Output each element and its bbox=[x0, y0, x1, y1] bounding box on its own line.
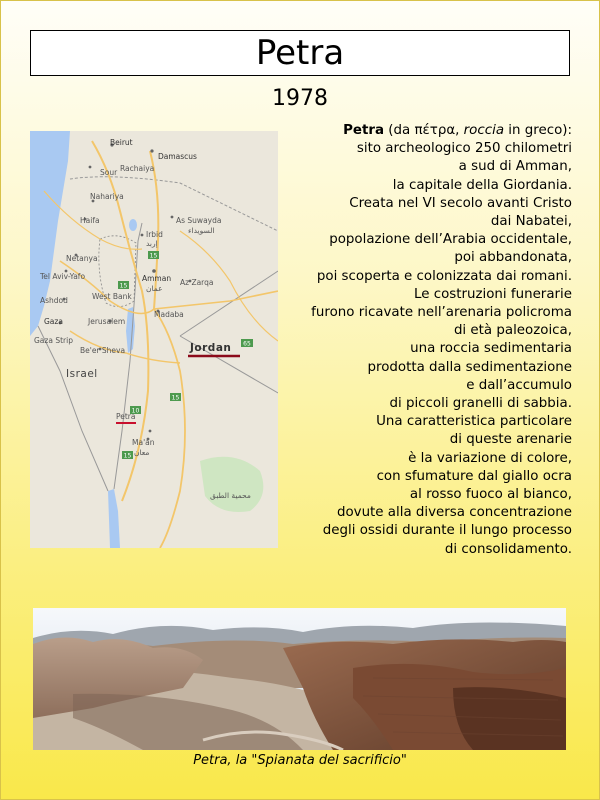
map-label-irbid: Irbid bbox=[146, 230, 163, 239]
description bbox=[282, 122, 572, 559]
description-line: poi scoperta e colonizzata dai romani. bbox=[316, 268, 572, 284]
map-label-nahariya: Nahariya bbox=[90, 192, 124, 201]
route-label-2: 15 bbox=[171, 394, 180, 402]
description-line: di queste arenarie bbox=[449, 432, 572, 448]
description-line: di consolidamento. bbox=[444, 541, 572, 557]
map-label-amman-ar: عمان bbox=[146, 284, 163, 293]
map-label-amman: Amman bbox=[142, 274, 172, 283]
map-label-beirut: Beirut bbox=[110, 138, 133, 147]
description-line: poi abbandonata, bbox=[454, 250, 572, 266]
route-label-5: 15 bbox=[119, 282, 128, 290]
map-label-maan: Ma'an bbox=[132, 438, 155, 447]
description-line: e dall’accumulo bbox=[466, 377, 572, 393]
description-line: di età paleozoica, bbox=[453, 323, 572, 339]
map-label-as-suwayda: As Suwayda bbox=[176, 216, 222, 225]
map-label-ashdod: Ashdod bbox=[40, 296, 68, 305]
description-line: dovute alla diversa concentrazione bbox=[336, 505, 572, 521]
panorama-graphic bbox=[33, 608, 566, 750]
description-line: popolazione dell’Arabia occidentale, bbox=[329, 232, 572, 248]
description-line: con sfumature dal giallo ocra bbox=[376, 468, 572, 484]
description-line: prodotta dalla sedimentazione bbox=[367, 359, 572, 375]
description-line: al rosso fuoco al bianco, bbox=[409, 487, 572, 503]
description-line: è la variazione di colore, bbox=[408, 450, 572, 466]
map-label-damascus: Damascus bbox=[158, 152, 197, 161]
description-line: a sud di Amman, bbox=[458, 159, 572, 175]
description-etymology-after: in greco): bbox=[504, 123, 572, 138]
map-label-netanya: Netanya bbox=[66, 254, 98, 263]
map-label-maan-ar: معان bbox=[134, 448, 150, 457]
description-etymology-before: (da πέτρα, bbox=[384, 123, 464, 138]
route-label-0: 65 bbox=[243, 340, 251, 348]
photo-caption: Petra, la "Spianata del sacrificio" bbox=[193, 753, 407, 768]
description-line: dai Nabatei, bbox=[490, 214, 572, 230]
map-label-rachaiya: Rachaiya bbox=[120, 164, 155, 173]
description-etymology-italic: roccia bbox=[463, 123, 505, 138]
description-line: degli ossidi durante il lungo processo bbox=[322, 523, 572, 539]
map-label-irbid-ar: إربد bbox=[146, 239, 158, 248]
map-label-jordan: Jordan bbox=[190, 342, 232, 354]
location-map bbox=[30, 131, 278, 548]
map-label-gaza: Gaza bbox=[44, 317, 63, 326]
page-title bbox=[30, 30, 570, 76]
map-label-petra: Petra bbox=[116, 412, 136, 421]
map-label-sour: Sour bbox=[100, 168, 118, 177]
map-graphic bbox=[30, 131, 278, 548]
map-label-west-bank: West Bank bbox=[92, 292, 132, 301]
map-label-tel-aviv: Tel Aviv-Yafo bbox=[40, 272, 86, 281]
page-title-text: Petra bbox=[255, 33, 345, 73]
description-line: Una caratteristica particolare bbox=[376, 414, 572, 430]
map-label-jerusalem: Jerusalem bbox=[88, 317, 126, 326]
description-line: Creata nel VI secolo avanti Cristo bbox=[349, 195, 572, 211]
description-line: furono ricavate nell’arenaria policroma bbox=[311, 305, 572, 321]
description-term: Petra bbox=[343, 123, 385, 138]
route-label-4: 15 bbox=[123, 452, 132, 460]
map-label-madaba: Madaba bbox=[154, 310, 184, 319]
map-label-israel: Israel bbox=[66, 368, 98, 380]
map-label-haifa: Haifa bbox=[80, 216, 100, 225]
map-label-as-suwayda-ar: السويداء bbox=[188, 226, 215, 235]
description-line: sito archeologico 250 chilometri bbox=[356, 141, 572, 157]
map-label-az-zarqa: Az Zarqa bbox=[180, 278, 214, 287]
year-label: 1978 bbox=[272, 86, 328, 111]
map-label-reserve-ar: محمية الطبق bbox=[210, 491, 251, 500]
route-label-1: 15 bbox=[149, 252, 158, 260]
map-label-beer-sheva: Be'er Sheva bbox=[80, 346, 126, 355]
description-line: una roccia sedimentaria bbox=[410, 341, 572, 357]
panorama-photo bbox=[33, 608, 566, 750]
description-line: Le costruzioni funerarie bbox=[413, 286, 572, 302]
description-line: di piccoli granelli di sabbia. bbox=[389, 396, 572, 412]
route-label-3: 10 bbox=[131, 407, 140, 415]
description-line-0 bbox=[282, 122, 572, 140]
description-line: la capitale della Giordania. bbox=[392, 177, 572, 193]
map-label-gaza-strip: Gaza Strip bbox=[34, 336, 73, 345]
